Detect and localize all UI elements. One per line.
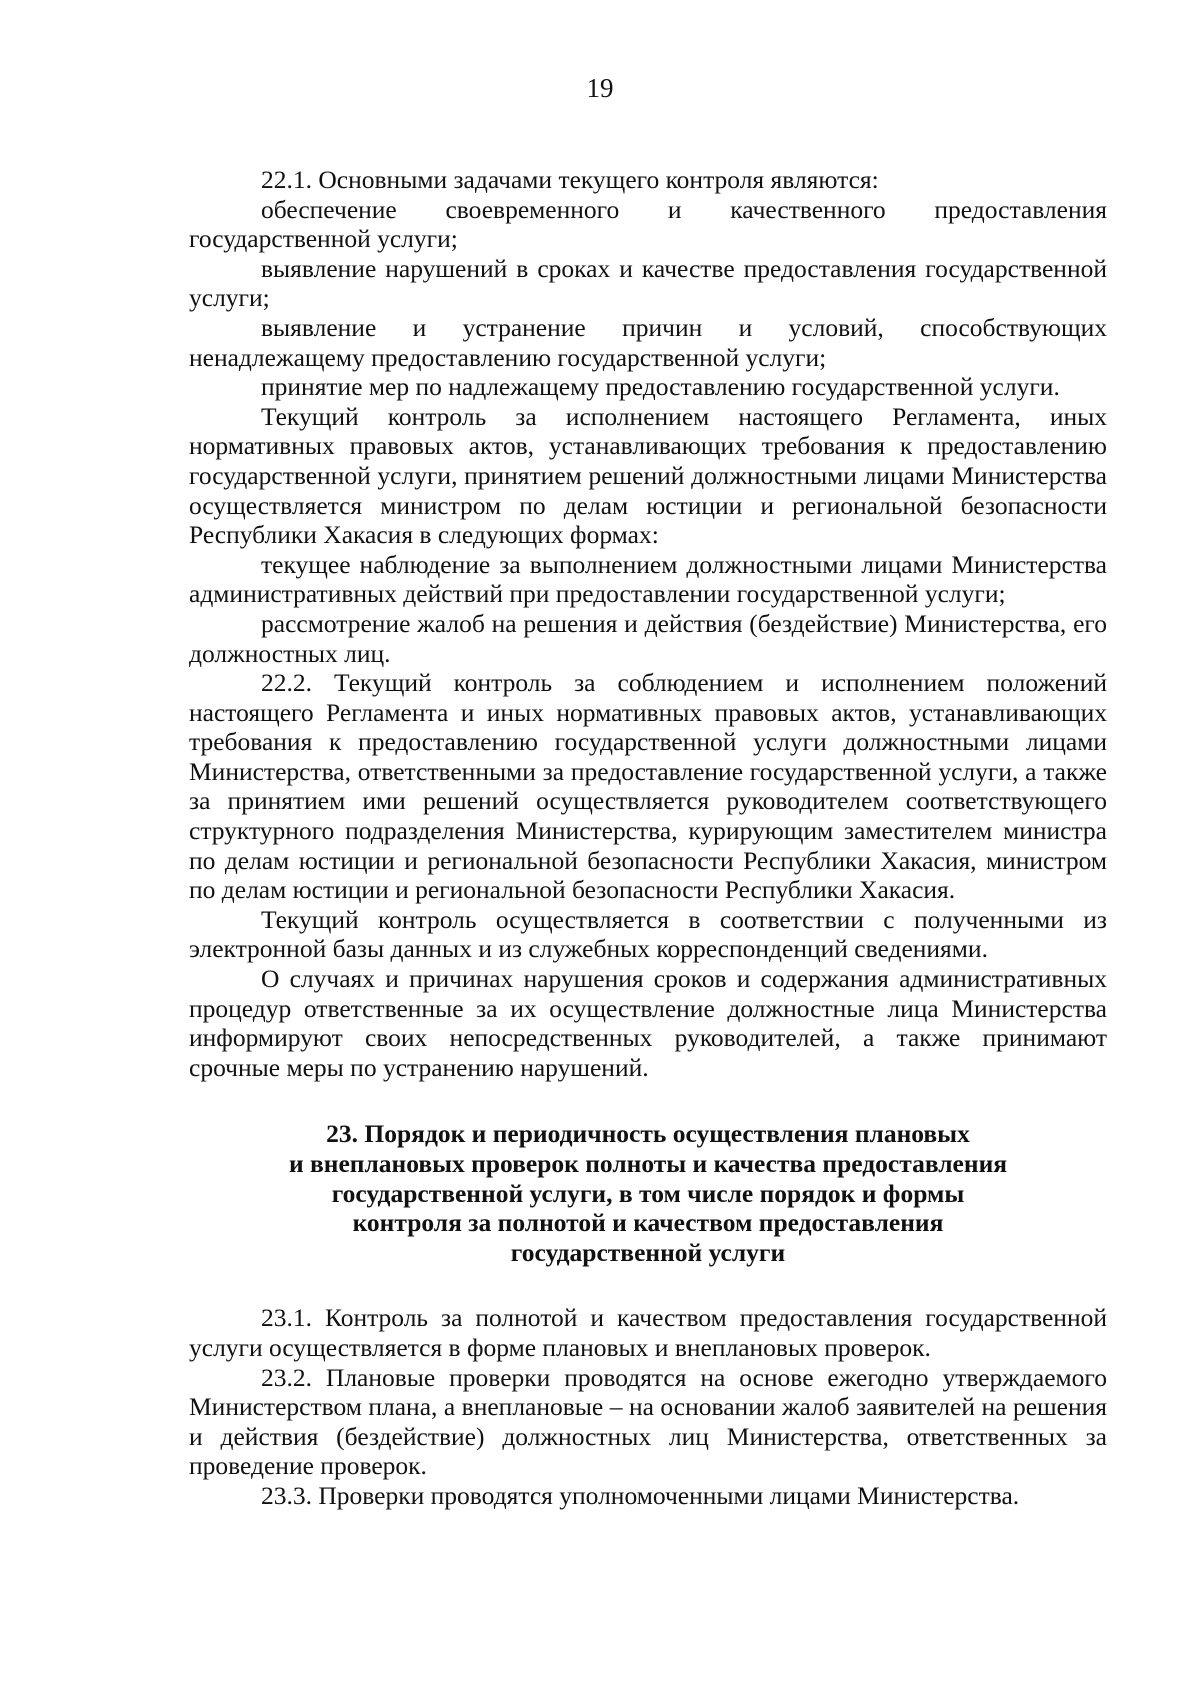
paragraph: 23.3. Проверки проводятся уполномоченными лицами Министерства. <box>261 1480 1020 1510</box>
paragraph: 23.2. Плановые проверки проводятся на основе ежегодно утверждаемого Министерством плана, а внеплановые – на основании жалоб заявителей на решения и действия (бездействие) должностных лиц Министерства, ответственных за проведение проверок. <box>189 1362 1107 1481</box>
section-heading-line: контроля за полнотой и качеством предоставления <box>352 1208 944 1238</box>
document-body <box>189 165 1107 1511</box>
paragraph: Текущий контроль за исполнением настоящего Регламента, иных нормативных правовых актов, устанавливающих требования к предоставлению государственной услуги, принятием решений должностными лицами Министерства осуществляется министром по делам юстиции и региональной безопасности Республики Хакасия в следующих формах: <box>189 401 1107 550</box>
page-number: 19 <box>586 73 614 103</box>
section-heading-line: 23. Порядок и периодичность осуществления плановых <box>326 1119 970 1149</box>
paragraph: принятие мер по надлежащему предоставлению государственной услуги. <box>261 372 1060 402</box>
paragraph: 22.1. Основными задачами текущего контроля являются: <box>261 165 879 194</box>
section-heading-line: государственной услуги <box>510 1237 786 1267</box>
section-heading <box>189 1119 1107 1267</box>
paragraph: рассмотрение жалоб на решения и действия (бездействие) Министерства, его должностных лиц. <box>189 608 1107 668</box>
paragraph: О случаях и причинах нарушения сроков и содержания административных процедур ответственные за их осуществление должностные лица Министерства информируют своих непосредственных руководителей, а также принимают срочные меры по устранению нарушений. <box>189 964 1107 1082</box>
paragraph: Текущий контроль осуществляется в соответствии с полученными из электронной базы данных и из служебных корреспонденций сведениями. <box>189 904 1107 964</box>
paragraph: 23.1. Контроль за полнотой и качеством предоставления государственной услуги осуществляется в форме плановых и внеплановых проверок. <box>189 1303 1107 1362</box>
paragraph: выявление нарушений в сроках и качестве предоставления государственной услуги; <box>189 253 1107 313</box>
paragraph: 22.2. Текущий контроль за соблюдением и исполнением положений настоящего Регламента и иных нормативных правовых актов, устанавливающих требования к предоставлению государственной услуги должностными лицами Министерства, ответственными за предоставление государственной услуги, а также за принятием ими решений осуществляется руководителем соответствующего структурного подразделения Министерства, курирующим заместителем министра по делам юстиции и региональной безопасности Республики Хакасия, министром по делам юстиции и региональной безопасности Республики Хакасия. <box>189 668 1107 905</box>
paragraph: выявление и устранение причин и условий, способствующих ненадлежащему предоставлению государственной услуги; <box>189 312 1107 372</box>
section-heading-line: и внеплановых проверок полноты и качества предоставления <box>288 1149 1008 1178</box>
paragraph: обеспечение своевременного и качественного предоставления государственной услуги; <box>189 194 1107 254</box>
paragraph: текущее наблюдение за выполнением должностными лицами Министерства административных действий при предоставлении государственной услуги; <box>189 549 1107 609</box>
section-heading-line: государственной услуги, в том числе порядок и формы <box>331 1178 965 1208</box>
